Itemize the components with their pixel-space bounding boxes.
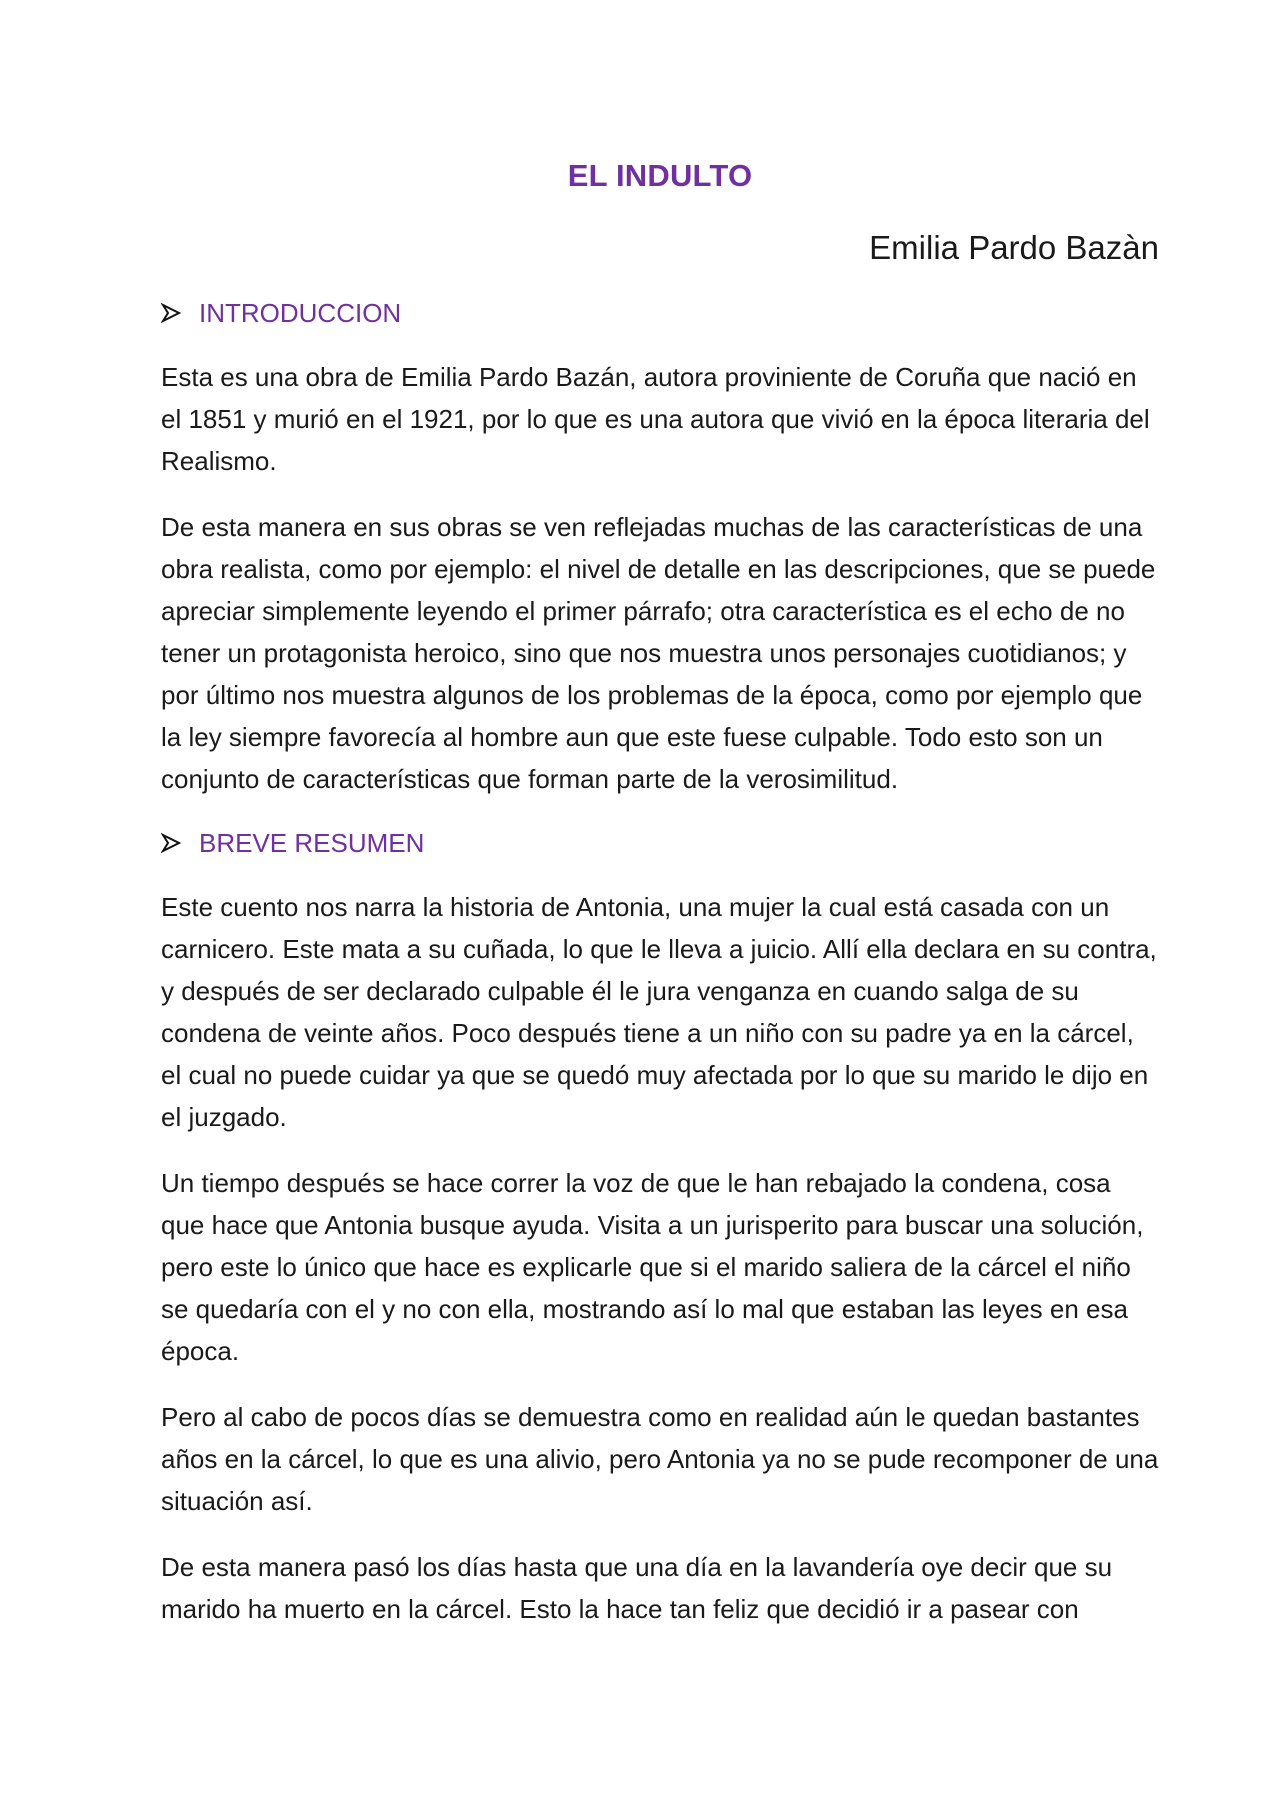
paragraph: Un tiempo después se hace correr la voz de que le han rebajado la condena, cosa que hace que Antonia busque ayuda. Visita a un jurisperito para buscar una solución, pero este lo único que hace es explicarle que si el marido saliera de la cárcel el niño se quedaría con el y no con ella, mostrando así lo mal que estaban las leyes en esa época. [161,1168,1144,1366]
paragraph: De esta manera pasó los días hasta que una día en la lavandería oye decir que su marido ha muerto en la cárcel. Esto la hace tan feliz que decidió ir a pasear con [161,1552,1113,1624]
paragraph: De esta manera en sus obras se ven reflejadas muchas de las características de una obra realista, como por ejemplo: el nivel de detalle en las descripciones, que se puede apreciar simplemente leyendo el primer párrafo; otra característica es el echo de no tener un protagonista heroico, sino que nos muestra unos personajes cuotidianos; y por último nos muestra algunos de los problemas de la época, como por ejemplo que la ley siempre favorecía al hombre aun que este fuese culpable. Todo esto son un conjunto de características que forman parte de la verosimilitud. [161,512,1156,794]
section-heading-introduccion [161,296,1159,330]
document-title: EL INDULTO [567,158,753,193]
document-page [161,150,1159,1630]
section-heading-label: INTRODUCCION [199,298,402,328]
section-heading-breve-resumen [161,826,1159,860]
paragraph: Esta es una obra de Emilia Pardo Bazán, autora proviniente de Coruña que nació en el 1851 y murió en el 1921, por lo que es una autora que vivió en la época literaria del Realismo. [161,362,1150,476]
paragraph: Este cuento nos narra la historia de Antonia, una mujer la cual está casada con un carnicero. Este mata a su cuñada, lo que le lleva a juicio. Allí ella declara en su contra, y después de ser declarado culpable él le jura venganza en cuando salga de su condena de veinte años. Poco después tiene a un niño con su padre ya en la cárcel, el cual no puede cuidar ya que se quedó muy afectada por lo que su marido le dijo en el juzgado. [161,892,1157,1132]
paragraph: Pero al cabo de pocos días se demuestra como en realidad aún le quedan bastantes años en la cárcel, lo que es una alivio, pero Antonia ya no se pude recomponer de una situación así. [161,1402,1159,1516]
arrow-bullet-icon [161,303,199,323]
arrow-bullet-icon [161,833,199,853]
document-author: Emilia Pardo Bazàn [869,229,1159,266]
section-heading-label: BREVE RESUMEN [199,828,425,858]
